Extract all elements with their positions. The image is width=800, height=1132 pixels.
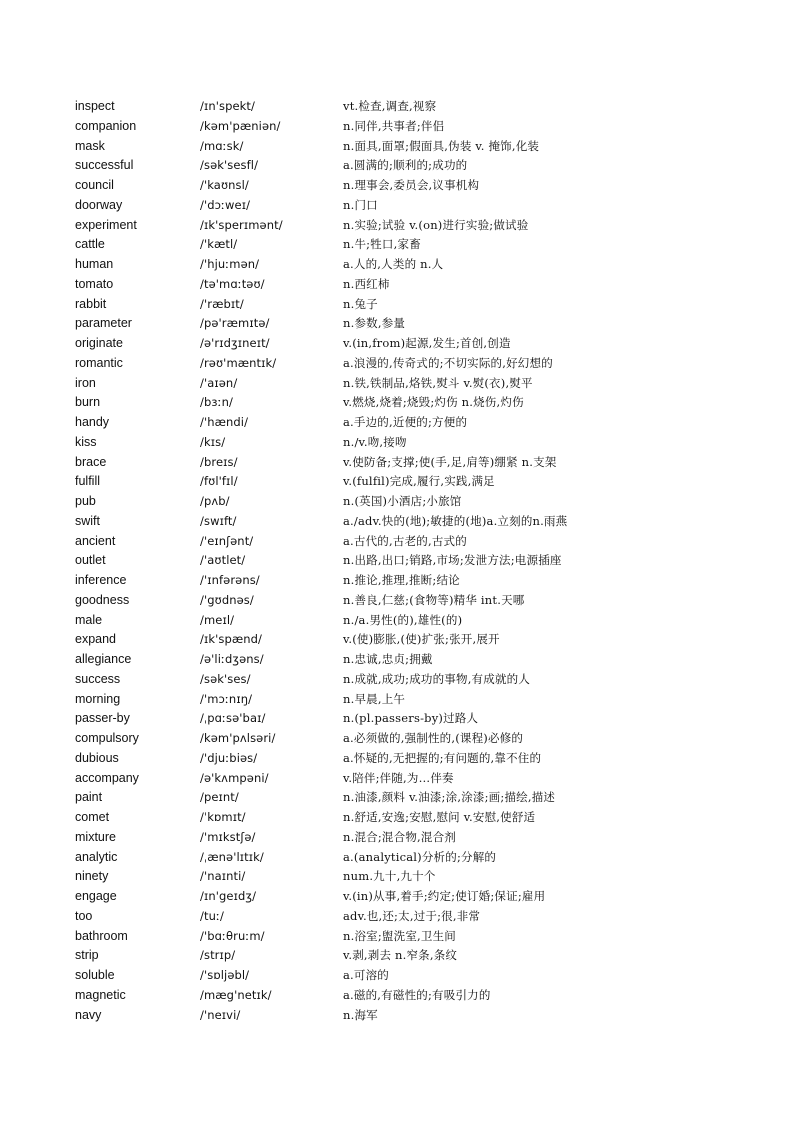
vocab-word: iron <box>75 375 96 390</box>
vocab-word: dubious <box>75 750 119 765</box>
vocab-row <box>0 887 800 907</box>
vocab-definition: n.理事会,委员会,议事机构 <box>343 178 480 192</box>
vocab-phonetic: /ˌpɑːsə'baɪ/ <box>200 711 266 726</box>
vocab-row <box>0 927 800 947</box>
vocab-row <box>0 334 800 354</box>
vocab-definition: n.参数,参量 <box>343 316 406 331</box>
vocab-word: rabbit <box>75 296 107 311</box>
vocab-definition: v.(fulfil)完成,履行,实践,满足 <box>343 474 495 489</box>
vocab-word: romantic <box>75 355 123 370</box>
vocab-row <box>0 986 800 1006</box>
vocab-row <box>0 551 800 571</box>
vocab-phonetic: /swɪft/ <box>200 513 237 528</box>
vocab-row <box>0 492 800 512</box>
vocab-definition: n.浴室;盥洗室,卫生间 <box>343 928 456 943</box>
vocab-phonetic: /'ræbɪt/ <box>200 296 244 311</box>
vocab-word: ancient <box>75 533 116 548</box>
vocab-row <box>0 729 800 749</box>
vocab-definition: a./adv.快的(地);敏捷的(地)a.立刻的n.雨燕 <box>343 513 568 528</box>
vocab-phonetic: /mɑːsk/ <box>200 138 244 153</box>
vocab-row <box>0 828 800 848</box>
vocab-row <box>0 117 800 137</box>
vocab-definition: a.可溶的 <box>343 968 390 982</box>
vocab-definition: n.同伴,共事者;伴侣 <box>343 118 445 133</box>
vocab-phonetic: /'neɪvi/ <box>200 1007 241 1022</box>
vocab-phonetic: /'dɔːweɪ/ <box>200 197 251 212</box>
vocab-phonetic: /ɪk'sperɪmənt/ <box>200 217 283 232</box>
vocab-word: brace <box>75 454 107 469</box>
vocab-definition: num.九十,九十个 <box>343 869 436 884</box>
vocab-word: too <box>75 908 93 923</box>
vocab-row <box>0 749 800 769</box>
vocab-definition: a.(analytical)分析的;分解的 <box>343 849 497 864</box>
vocab-phonetic: /ɪn'spekt/ <box>200 99 256 113</box>
vocab-phonetic: /ə'liːdʒəns/ <box>200 652 264 666</box>
vocab-definition: n.(pl.passers-by)过路人 <box>343 711 479 726</box>
vocab-word: analytic <box>75 849 118 864</box>
vocab-phonetic: /kɪs/ <box>200 434 226 449</box>
vocab-row <box>0 255 800 275</box>
vocab-word: fulfill <box>75 474 101 489</box>
vocab-word: outlet <box>75 553 106 568</box>
vocab-definition: adv.也,还;太,过于;很,非常 <box>343 908 481 923</box>
vocab-definition: n.推论,推理,推断;结论 <box>343 573 460 587</box>
vocab-definition: n.(英国)小酒店;小旅馆 <box>343 494 462 508</box>
vocab-definition: a.必须做的,强制性的,(课程)必修的 <box>343 731 524 745</box>
vocab-phonetic: /pʌb/ <box>200 494 230 508</box>
vocab-word: companion <box>75 118 137 133</box>
vocab-definition: n.混合;混合物,混合剂 <box>343 829 456 844</box>
vocab-word: morning <box>75 691 121 706</box>
vocab-word: goodness <box>75 592 130 607</box>
vocab-phonetic: /'sɒljəbl/ <box>200 968 250 982</box>
vocab-word: accompany <box>75 770 139 785</box>
vocab-definition: n.兔子 <box>343 296 378 311</box>
vocab-definition: v.(使)膨胀,(使)扩张;张开,展开 <box>343 632 500 647</box>
vocab-word: success <box>75 671 121 686</box>
vocab-row <box>0 966 800 986</box>
vocab-row <box>0 867 800 887</box>
vocab-row <box>0 690 800 710</box>
vocab-phonetic: /'ɪnfərəns/ <box>200 573 260 587</box>
vocab-phonetic: /strɪp/ <box>200 948 236 963</box>
vocab-row <box>0 532 800 552</box>
vocab-definition: v.(in)从事,着手;约定;使订婚;保证;雇用 <box>343 889 546 903</box>
vocab-phonetic: /ə'kʌmpəni/ <box>200 770 269 785</box>
vocab-phonetic: /peɪnt/ <box>200 790 239 805</box>
vocab-phonetic: /'eɪnʃənt/ <box>200 533 254 548</box>
vocab-word: cattle <box>75 237 105 252</box>
vocab-row <box>0 512 800 532</box>
vocab-word: bathroom <box>75 928 128 943</box>
vocab-row <box>0 413 800 433</box>
vocab-row <box>0 571 800 591</box>
vocab-row <box>0 670 800 690</box>
vocab-row <box>0 808 800 828</box>
vocab-row <box>0 97 800 117</box>
vocab-row <box>0 295 800 315</box>
vocab-row <box>0 354 800 374</box>
vocab-word: male <box>75 612 103 627</box>
vocab-definition: v.(in,from)起源,发生;首创,创造 <box>343 336 511 350</box>
vocab-word: burn <box>75 395 101 410</box>
vocab-phonetic: /ˈkɒmɪt/ <box>200 810 246 824</box>
vocab-word: engage <box>75 889 117 903</box>
vocab-definition: a.古代的,古老的,古式的 <box>343 533 467 548</box>
vocab-phonetic: /'naɪnti/ <box>200 869 246 884</box>
vocab-definition: n./v.吻,接吻 <box>343 434 407 449</box>
vocab-row <box>0 472 800 492</box>
vocab-word: passer-by <box>75 711 130 726</box>
vocab-phonetic: /rəʊ'mæntɪk/ <box>200 355 277 370</box>
vocab-word: expand <box>75 632 117 647</box>
vocab-row <box>0 848 800 868</box>
vocab-word: mixture <box>75 829 116 844</box>
vocab-word: pub <box>75 494 96 508</box>
vocab-phonetic: /ɪn'geɪdʒ/ <box>200 889 257 903</box>
vocab-definition: v.陪伴;伴随,为…伴奏 <box>343 770 454 785</box>
vocab-definition: n.门口 <box>343 197 378 212</box>
vocab-phonetic: /'mɪkstʃə/ <box>200 829 256 844</box>
vocab-row <box>0 374 800 394</box>
vocab-phonetic: /ˌænə'lɪtɪk/ <box>200 849 264 864</box>
vocab-word: kiss <box>75 434 97 449</box>
vocab-definition: a.浪漫的,传奇式的;不切实际的,好幻想的 <box>343 355 553 370</box>
vocab-phonetic: /'kætl/ <box>200 237 238 252</box>
vocab-phonetic: /kəm'pæniən/ <box>200 118 281 133</box>
vocab-phonetic: /'gʊdnəs/ <box>200 592 254 607</box>
vocab-word: parameter <box>75 316 132 331</box>
vocab-definition: v.燃烧,烧着;烧毁;灼伤 n.烧伤,灼伤 <box>343 395 524 410</box>
vocab-row <box>0 611 800 631</box>
vocab-phonetic: /sək'sesfl/ <box>200 158 259 173</box>
vocab-definition: n.善良,仁慈;(食物等)精华 int.天哪 <box>343 592 525 607</box>
vocab-definition: n.海军 <box>343 1007 378 1022</box>
vocab-definition: v.使防备;支撑;使(手,足,肩等)绷紧 n.支架 <box>343 454 557 469</box>
vocab-definition: n.油漆,颜料 v.油漆;涂,涂漆;画;描绘,描述 <box>343 790 556 805</box>
vocab-row <box>0 216 800 236</box>
vocab-definition: a.磁的,有磁性的;有吸引力的 <box>343 987 491 1002</box>
vocab-phonetic: /mæg'netɪk/ <box>200 987 272 1002</box>
vocab-word: swift <box>75 513 100 528</box>
vocab-definition: a.怀疑的,无把握的;有问题的,靠不住的 <box>343 750 542 765</box>
vocab-row <box>0 196 800 216</box>
vocab-phonetic: /'hændi/ <box>200 415 249 429</box>
vocab-phonetic: /'hjuːmən/ <box>200 257 260 271</box>
vocab-row <box>0 591 800 611</box>
vocab-row <box>0 769 800 789</box>
vocab-row <box>0 630 800 650</box>
vocab-row <box>0 275 800 295</box>
vocab-word: navy <box>75 1007 102 1022</box>
vocab-word: successful <box>75 158 134 173</box>
vocab-definition: n.忠诚,忠贞;拥戴 <box>343 652 433 666</box>
vocab-row <box>0 314 800 334</box>
vocabulary-list <box>0 97 800 1025</box>
vocab-word: council <box>75 178 114 192</box>
vocab-phonetic: /pə'ræmɪtə/ <box>200 316 270 331</box>
vocab-definition: v.剥,剥去 n.窄条,条纹 <box>343 948 458 963</box>
vocab-word: strip <box>75 948 99 963</box>
vocab-row <box>0 788 800 808</box>
vocab-row <box>0 176 800 196</box>
vocab-phonetic: /'kaʊnsl/ <box>200 178 249 192</box>
vocab-row <box>0 393 800 413</box>
vocab-row <box>0 650 800 670</box>
vocab-phonetic: /kəm'pʌlsəri/ <box>200 731 276 745</box>
vocab-word: inspect <box>75 99 115 113</box>
vocab-row <box>0 235 800 255</box>
vocab-phonetic: /fʊl'fɪl/ <box>200 474 238 489</box>
vocab-phonetic: /'aʊtlet/ <box>200 553 246 568</box>
vocab-definition: vt.检查,调查,视察 <box>343 99 437 113</box>
vocab-row <box>0 453 800 473</box>
vocab-row <box>0 433 800 453</box>
vocab-word: handy <box>75 415 110 429</box>
vocab-phonetic: /ɪk'spænd/ <box>200 632 263 647</box>
vocab-definition: a.手边的,近便的;方便的 <box>343 415 468 429</box>
vocab-definition: n.出路,出口;销路,市场;发泄方法;电源插座 <box>343 553 562 568</box>
vocab-row <box>0 709 800 729</box>
vocab-word: doorway <box>75 197 123 212</box>
vocab-word: tomato <box>75 276 114 291</box>
vocab-definition: a.人的,人类的 n.人 <box>343 257 444 271</box>
vocab-definition: n.早晨,上午 <box>343 691 406 706</box>
vocab-phonetic: /'aɪən/ <box>200 375 238 390</box>
vocab-word: soluble <box>75 968 115 982</box>
vocab-definition: n.成就,成功;成功的事物,有成就的人 <box>343 671 531 686</box>
vocab-word: inference <box>75 573 127 587</box>
vocab-row <box>0 946 800 966</box>
vocab-phonetic: /'djuːbiəs/ <box>200 750 258 765</box>
vocab-definition: n.舒适,安逸;安慰,慰问 v.安慰,使舒适 <box>343 810 536 824</box>
vocab-word: experiment <box>75 217 137 232</box>
vocab-word: comet <box>75 810 110 824</box>
vocab-word: ninety <box>75 869 109 884</box>
vocab-row <box>0 137 800 157</box>
vocab-word: compulsory <box>75 731 139 745</box>
vocab-phonetic: /bɜːn/ <box>200 395 233 410</box>
vocab-word: magnetic <box>75 987 126 1002</box>
vocab-definition: a.圆满的;顺利的;成功的 <box>343 158 468 173</box>
vocab-definition: n.西红柿 <box>343 276 390 291</box>
vocab-phonetic: /'mɔːnɪŋ/ <box>200 691 253 706</box>
vocab-phonetic: /ə'rɪdʒɪneɪt/ <box>200 336 270 350</box>
vocab-definition: n.铁,铁制品,烙铁,熨斗 v.熨(衣),熨平 <box>343 375 533 390</box>
vocab-row <box>0 1006 800 1026</box>
vocab-phonetic: /tə'mɑːtəʊ/ <box>200 276 265 291</box>
vocab-word: human <box>75 257 114 271</box>
vocab-phonetic: /sək'ses/ <box>200 671 251 686</box>
vocab-phonetic: /'bɑːθruːm/ <box>200 928 265 943</box>
vocab-definition: n./a.男性(的),雄性(的) <box>343 612 463 627</box>
vocab-definition: n.牛;牲口,家畜 <box>343 237 421 252</box>
vocab-word: mask <box>75 138 105 153</box>
vocab-row <box>0 156 800 176</box>
vocab-word: allegiance <box>75 652 132 666</box>
vocab-definition: n.面具,面罩;假面具,伪装 v. 掩饰,化装 <box>343 138 540 153</box>
vocab-phonetic: /tuː/ <box>200 908 224 923</box>
vocab-word: originate <box>75 336 123 350</box>
vocab-row <box>0 907 800 927</box>
vocab-phonetic: /breɪs/ <box>200 454 238 469</box>
vocab-phonetic: /meɪl/ <box>200 612 235 627</box>
vocab-definition: n.实验;试验 v.(on)进行实验;做试验 <box>343 217 529 232</box>
vocab-word: paint <box>75 790 103 805</box>
